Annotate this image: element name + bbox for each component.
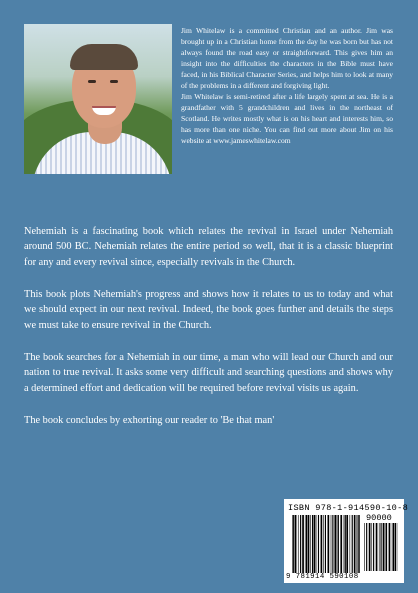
author-bio xyxy=(181,25,393,147)
blurb xyxy=(24,224,393,428)
author-photo xyxy=(24,24,172,174)
barcode-bars xyxy=(292,515,360,573)
blurb-paragraph: This book plots Nehemiah's progress and shows how it relates to us to today and what we should expect in our next revival. Indeed, the book goes further and details the steps we must take to ensure revival in the Church. xyxy=(24,289,393,331)
isbn-barcode xyxy=(284,499,409,583)
price-barcode-bars xyxy=(364,523,398,571)
blurb-paragraph: The book searches for a Nehemiah in our time, a man who will lead our Church and our nation to true revival. It asks some very difficult and searching questions and shows why a determined effort and dedication will be required before revival visits us again. xyxy=(24,352,393,394)
price-code: 90000 xyxy=(366,513,392,523)
bio-paragraph: Jim Whitelaw is semi-retired after a life largely spent at sea. He is a grandfather with 5 grandchildren and lives in the northeast of Scotland. He writes mostly what is on his heart and interests him, so has more than one niche. You can find out more about Jim on his website at www.jameswhitelaw.com xyxy=(181,92,393,146)
blurb-paragraph: The book concludes by exhorting our reader to 'Be that man' xyxy=(24,415,275,427)
isbn-label: ISBN 978-1-914590-10-8 xyxy=(288,503,409,513)
bio-paragraph: Jim Whitelaw is a committed Christian and an author. Jim was brought up in a Christian home from the day he was born but has not always found the road easy or straightforward. This gives him an insight into the difficulties the characters in the Bible must have faced, in his Biblical Character Series, and helps him to look at many of the problems in a different and forgiving light. xyxy=(181,26,393,91)
blurb-paragraph: Nehemiah is a fascinating book which relates the revival in Israel under Nehemiah around 500 BC. Nehemiah relates the entire period so well, that it is a classic blueprint for any and every revival since, especially revivals in the Church. xyxy=(24,226,393,268)
ean-digits: 9 781914 590108 xyxy=(286,573,359,581)
